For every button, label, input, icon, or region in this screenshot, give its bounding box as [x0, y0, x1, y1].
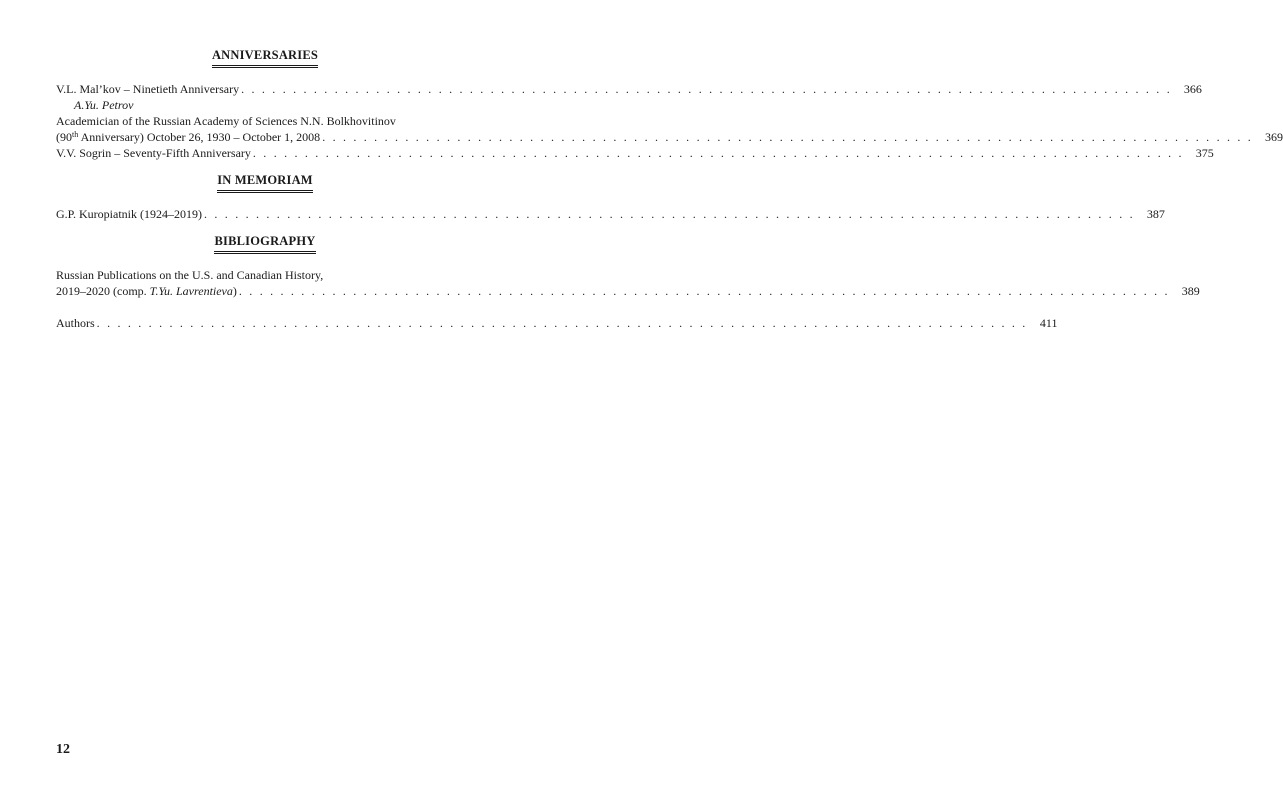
dot-leader: . . . . . . . . . . . . . . . . . . . . . . . . . . . . . . . . . . . . . . . . . . . . . . . . . . . . . . . . . . . . . . . . . . . . . . . . . . . . . . . . . . . . . . . . . .	[322, 130, 1253, 144]
toc-entry-title: 2019–2020 (comp. T.Yu. Lavrentieva)	[56, 284, 237, 298]
toc-entry-title: (90th Anniversary) October 26, 1930 – October 1, 2008	[56, 130, 321, 144]
toc-entry-title: V.V. Sogrin – Seventy-Fifth Anniversary	[56, 146, 251, 160]
toc-entry-publications-line1[interactable]: Russian Publications on the U.S. and Canadian History,	[56, 268, 324, 282]
toc-entry-bolkhovitinov-line2[interactable]	[56, 129, 1283, 145]
dot-leader: . . . . . . . . . . . . . . . . . . . . . . . . . . . . . . . . . . . . . . . . . . . . . . . . . . . . . . . . . . . . . . . . . . . . . . . . . . . . . . . . . . . . . . . . . .	[241, 82, 1172, 96]
dot-leader: . . . . . . . . . . . . . . . . . . . . . . . . . . . . . . . . . . . . . . . . . . . . . . . . . . . . . . . . . . . . . . . . . . . . . . . . . . . . . . . . . . . . . . . . . .	[238, 284, 1170, 298]
section-title-anniversaries: ANNIVERSARIES	[56, 48, 474, 68]
dot-leader: . . . . . . . . . . . . . . . . . . . . . . . . . . . . . . . . . . . . . . . . . . . . . . . . . . . . . . . . . . . . . . . . . . . . . . . . . . . . . . . . . . . . . . . . . .	[252, 146, 1184, 160]
toc-entry-sogrin[interactable]	[56, 145, 1214, 161]
toc-entry-publications-line2[interactable]	[56, 283, 1200, 299]
anniversaries-list	[56, 81, 1283, 161]
toc-page-number: 369	[1265, 130, 1283, 144]
toc-entry-authors[interactable]	[56, 315, 1058, 331]
page-number: 12	[56, 742, 70, 757]
toc-page-number: 389	[1181, 284, 1200, 298]
dot-leader: . . . . . . . . . . . . . . . . . . . . . . . . . . . . . . . . . . . . . . . . . . . . . . . . . . . . . . . . . . . . . . . . . . . . . . . . . . . . . . . . . . . . . . . . . .	[204, 207, 1135, 221]
toc-page-number: 366	[1183, 82, 1202, 96]
compiler-name: T.Yu. Lavrentieva	[149, 284, 233, 298]
section-title-bibliography: BIBLIOGRAPHY	[56, 234, 474, 254]
toc-entry-malkov[interactable]	[56, 81, 1202, 97]
toc-entry-bolkhovitinov-line1[interactable]: Academician of the Russian Academy of Sciences N.N. Bolkhovitinov	[56, 114, 396, 128]
section-title-in-memoriam: IN MEMORIAM	[56, 173, 474, 193]
toc-entry-author-petrov: A.Yu. Petrov	[74, 98, 134, 112]
in-memoriam-list	[56, 206, 1165, 222]
toc-entry-title: Authors	[56, 316, 95, 330]
toc-page-number: 375	[1195, 146, 1214, 160]
table-of-contents	[56, 48, 1283, 343]
toc-entry-title: V.L. Mal’kov – Ninetieth Anniversary	[56, 82, 240, 96]
toc-page-number: 411	[1039, 316, 1058, 330]
bibliography-list	[56, 267, 1200, 299]
toc-entry-title: G.P. Kuropiatnik (1924–2019)	[56, 207, 202, 221]
toc-page-number: 387	[1146, 207, 1165, 221]
toc-entry-kuropiatnik[interactable]	[56, 206, 1165, 222]
dot-leader: . . . . . . . . . . . . . . . . . . . . . . . . . . . . . . . . . . . . . . . . . . . . . . . . . . . . . . . . . . . . . . . . . . . . . . . . . . . . . . . . . . . . . . . . . .	[96, 316, 1028, 330]
authors-list	[56, 315, 1058, 331]
